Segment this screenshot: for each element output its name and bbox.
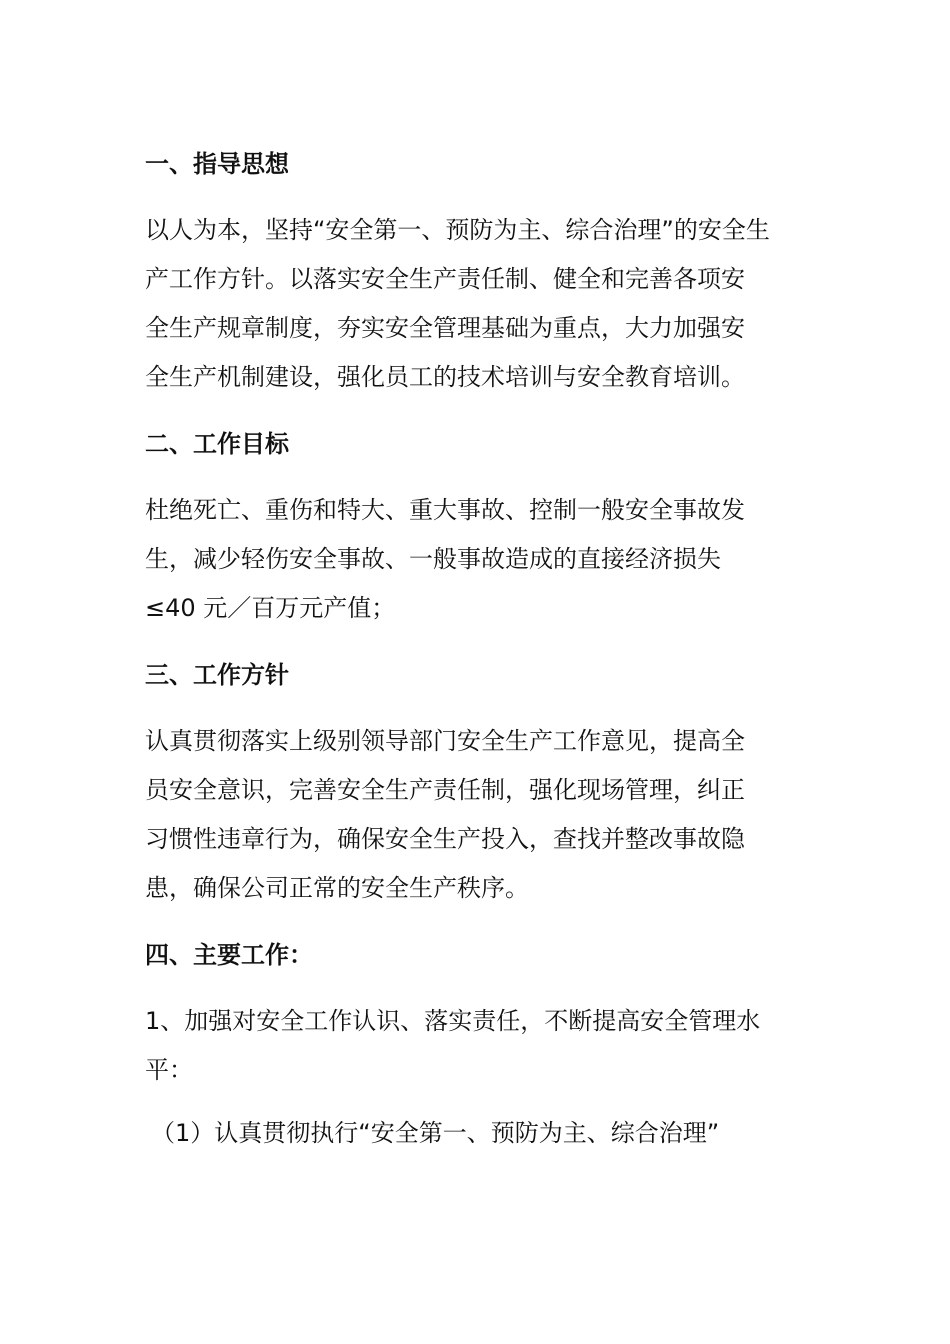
body-line: 生，减少轻伤安全事故、一般事故造成的直接经济损失	[145, 545, 721, 573]
section-body-work-policy	[145, 717, 810, 913]
item-line: 1、加强对安全工作认识、落实责任，不断提高安全管理水	[145, 1007, 761, 1035]
sub-item-1: （1）认真贯彻执行“安全第一、预防为主、综合治理”	[151, 1119, 720, 1147]
body-line: 全生产机制建设，强化员工的技术培训与安全教育培训。	[145, 363, 745, 391]
body-line: 杜绝死亡、重伤和特大、重大事故、控制一般安全事故发	[145, 496, 745, 524]
body-line: 全生产规章制度，夯实安全管理基础为重点，大力加强安	[145, 314, 745, 342]
body-line: 习惯性违章行为，确保安全生产投入，查找并整改事故隐	[145, 825, 745, 853]
body-line: 患，确保公司正常的安全生产秩序。	[145, 874, 529, 902]
body-line: ≤40 元／百万元产值；	[145, 594, 396, 622]
body-line: 员安全意识，完善安全生产责任制，强化现场管理，纠正	[145, 776, 745, 804]
numbered-item-1	[145, 997, 810, 1095]
section-body-guiding-ideology	[145, 206, 810, 402]
document-page	[145, 140, 810, 1158]
section-heading-work-policy: 三、工作方针	[145, 661, 289, 689]
section-heading-main-work: 四、主要工作：	[145, 941, 313, 969]
body-line: 认真贯彻落实上级别领导部门安全生产工作意见，提高全	[145, 727, 745, 755]
section-heading-work-goals: 二、工作目标	[145, 430, 289, 458]
section-body-work-goals	[145, 486, 810, 633]
section-heading-guiding-ideology: 一、指导思想	[145, 150, 289, 178]
body-line: 以人为本，坚持“安全第一、预防为主、综合治理”的安全生	[145, 216, 770, 244]
body-line: 产工作方针。以落实安全生产责任制、健全和完善各项安	[145, 265, 745, 293]
item-line: 平：	[145, 1056, 193, 1084]
